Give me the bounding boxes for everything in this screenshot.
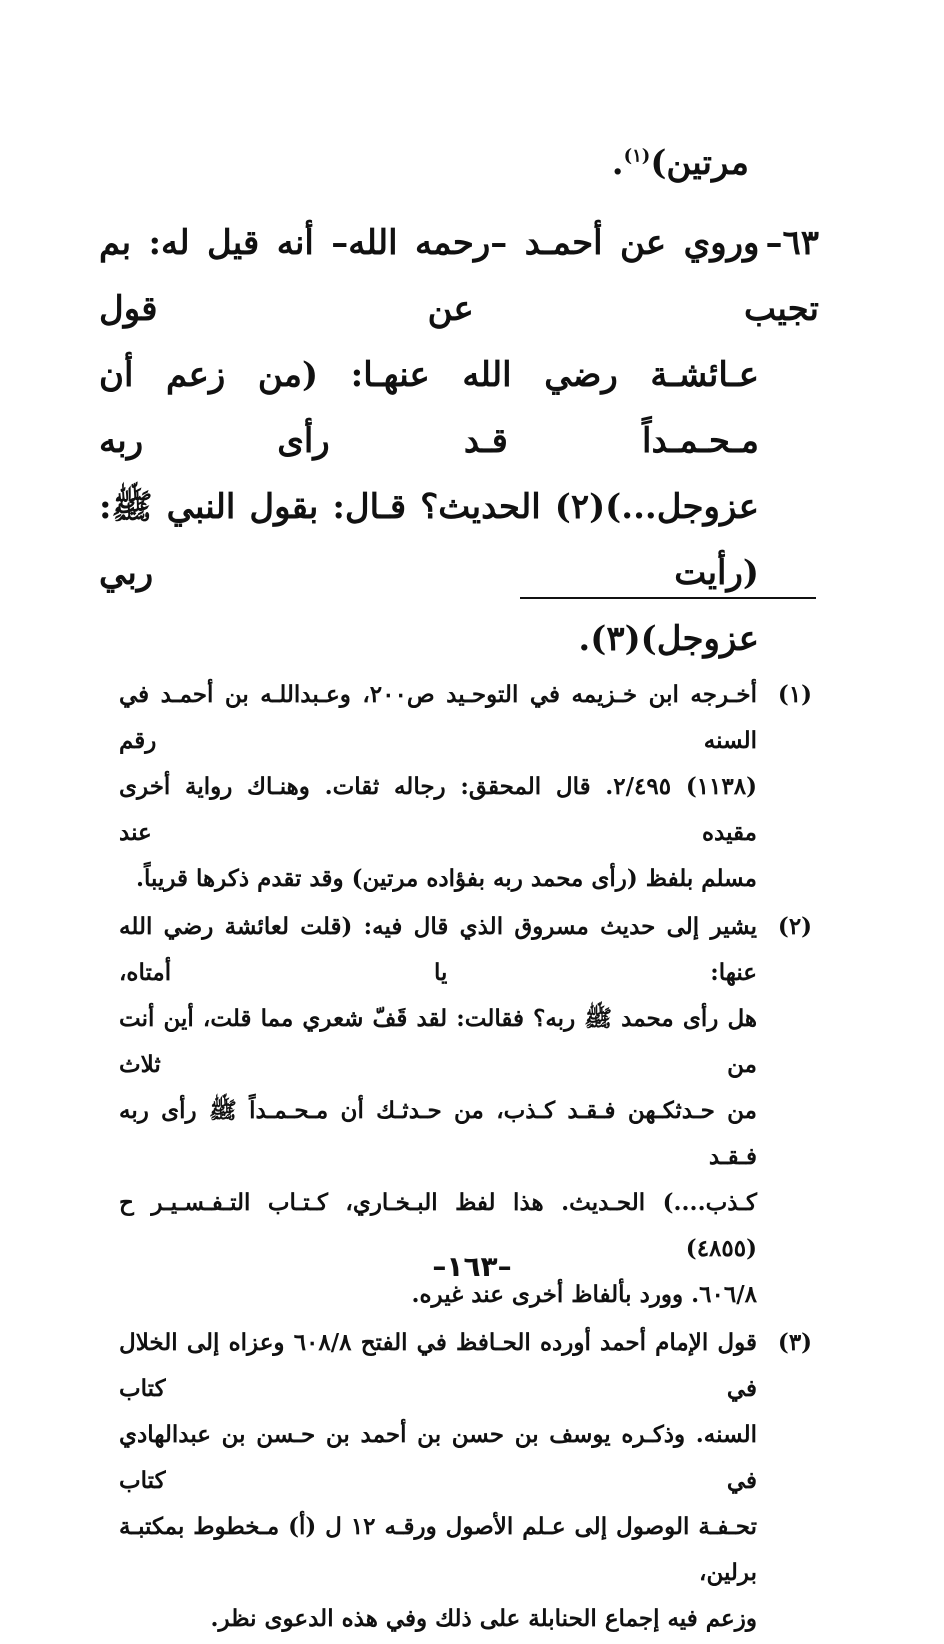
paragraph-line-3: عزوجل...)(٢) الحديث؟ قـال: بقول النبي ﷺ: (رأيت ربي xyxy=(99,487,759,593)
footnote-line: يشير إلى حديث مسروق الذي قال فيه: (قلت لعائشة رضي الله عنها: يا أمتاه، xyxy=(119,913,757,986)
footnote-ref-1: (١) xyxy=(623,145,651,167)
footnote-line: وزعم فيه إجماع الحنابلة على ذلك وفي هذه الدعوى نظر. xyxy=(210,1605,757,1632)
footnotes xyxy=(119,672,819,1644)
footnote-line: (١١٣٨) ٢/٤٩٥. قال المحقق: رجاله ثقات. وهنـاك رواية أخرى مقيده عند xyxy=(119,773,758,846)
footnote-line: السنه. وذكـره يوسف بن حسن بن أحمد بن حـسن بن عبدالهادي في كتاب xyxy=(119,1421,757,1494)
continued-line xyxy=(349,130,749,196)
paragraph-line-1 xyxy=(99,210,819,342)
footnote-line: من حـدثكـهن فـقـد كـذب، من حـدثـك أن مـحـمـداً ﷺ رأى ربه فـقـد xyxy=(119,1097,757,1170)
footnote-number: (٣) xyxy=(777,1329,813,1356)
footnote-line: هل رأى محمد ﷺ ربه؟ فقالت: لقد قَفّ شعري مما قلت، أين أنت من ثلاث xyxy=(119,1005,757,1078)
footnote-number: (١) xyxy=(777,681,813,708)
footnote-line: قول الإمام أحمد أورده الحـافظ في الفتح ٦٠٨/٨ وعزاه إلى الخلال في كتاب xyxy=(119,1329,758,1402)
footnote-1 xyxy=(119,672,819,902)
page-number: –١٦٣– xyxy=(432,1250,512,1283)
paragraph-number: ٦٣– xyxy=(765,223,819,263)
footnote-line: كـذب....) الحـديث. هذا لفظ البـخـاري، كـتـاب التـفـسـيـر ح (٤٨٥٥) xyxy=(119,1189,757,1262)
footnote-3 xyxy=(119,1320,819,1642)
paragraph-line-4: عزوجل)(٣). xyxy=(578,619,759,659)
paragraph-line-2: عـائشـة رضي الله عنهـا: (من زعم أن مـحـمـداً قـد رأى ربه xyxy=(99,355,759,461)
footnote-separator xyxy=(520,597,816,599)
paragraph-63 xyxy=(99,210,819,672)
footnote-line: أخـرجه ابن خـزيمه في التوحـيد ص٢٠٠، وعـبداللـه بن أحمـد في السنه رقم xyxy=(119,681,757,754)
footnote-line: تحـفـة الوصول إلى عـلم الأصول ورقـه ١٢ ل (أ) مـخطوط بمكتبـة برلين، xyxy=(119,1513,758,1586)
continued-end: . xyxy=(611,143,624,183)
footnote-line: مسلم بلفظ (رأى محمد ربه بفؤاده مرتين) وقد تقدم ذكرها قريباً. xyxy=(136,865,757,892)
continued-text: مرتين) xyxy=(650,143,749,183)
footnote-line: ٦٠٦/٨. وورد بألفاظ أخرى عند غيره. xyxy=(411,1281,757,1308)
paragraph-line-1-text: وروي عن أحمـد –رحمه الله– أنه قيل له: بم تجيب عن قول xyxy=(99,223,819,329)
footnote-number: (٢) xyxy=(777,913,813,940)
